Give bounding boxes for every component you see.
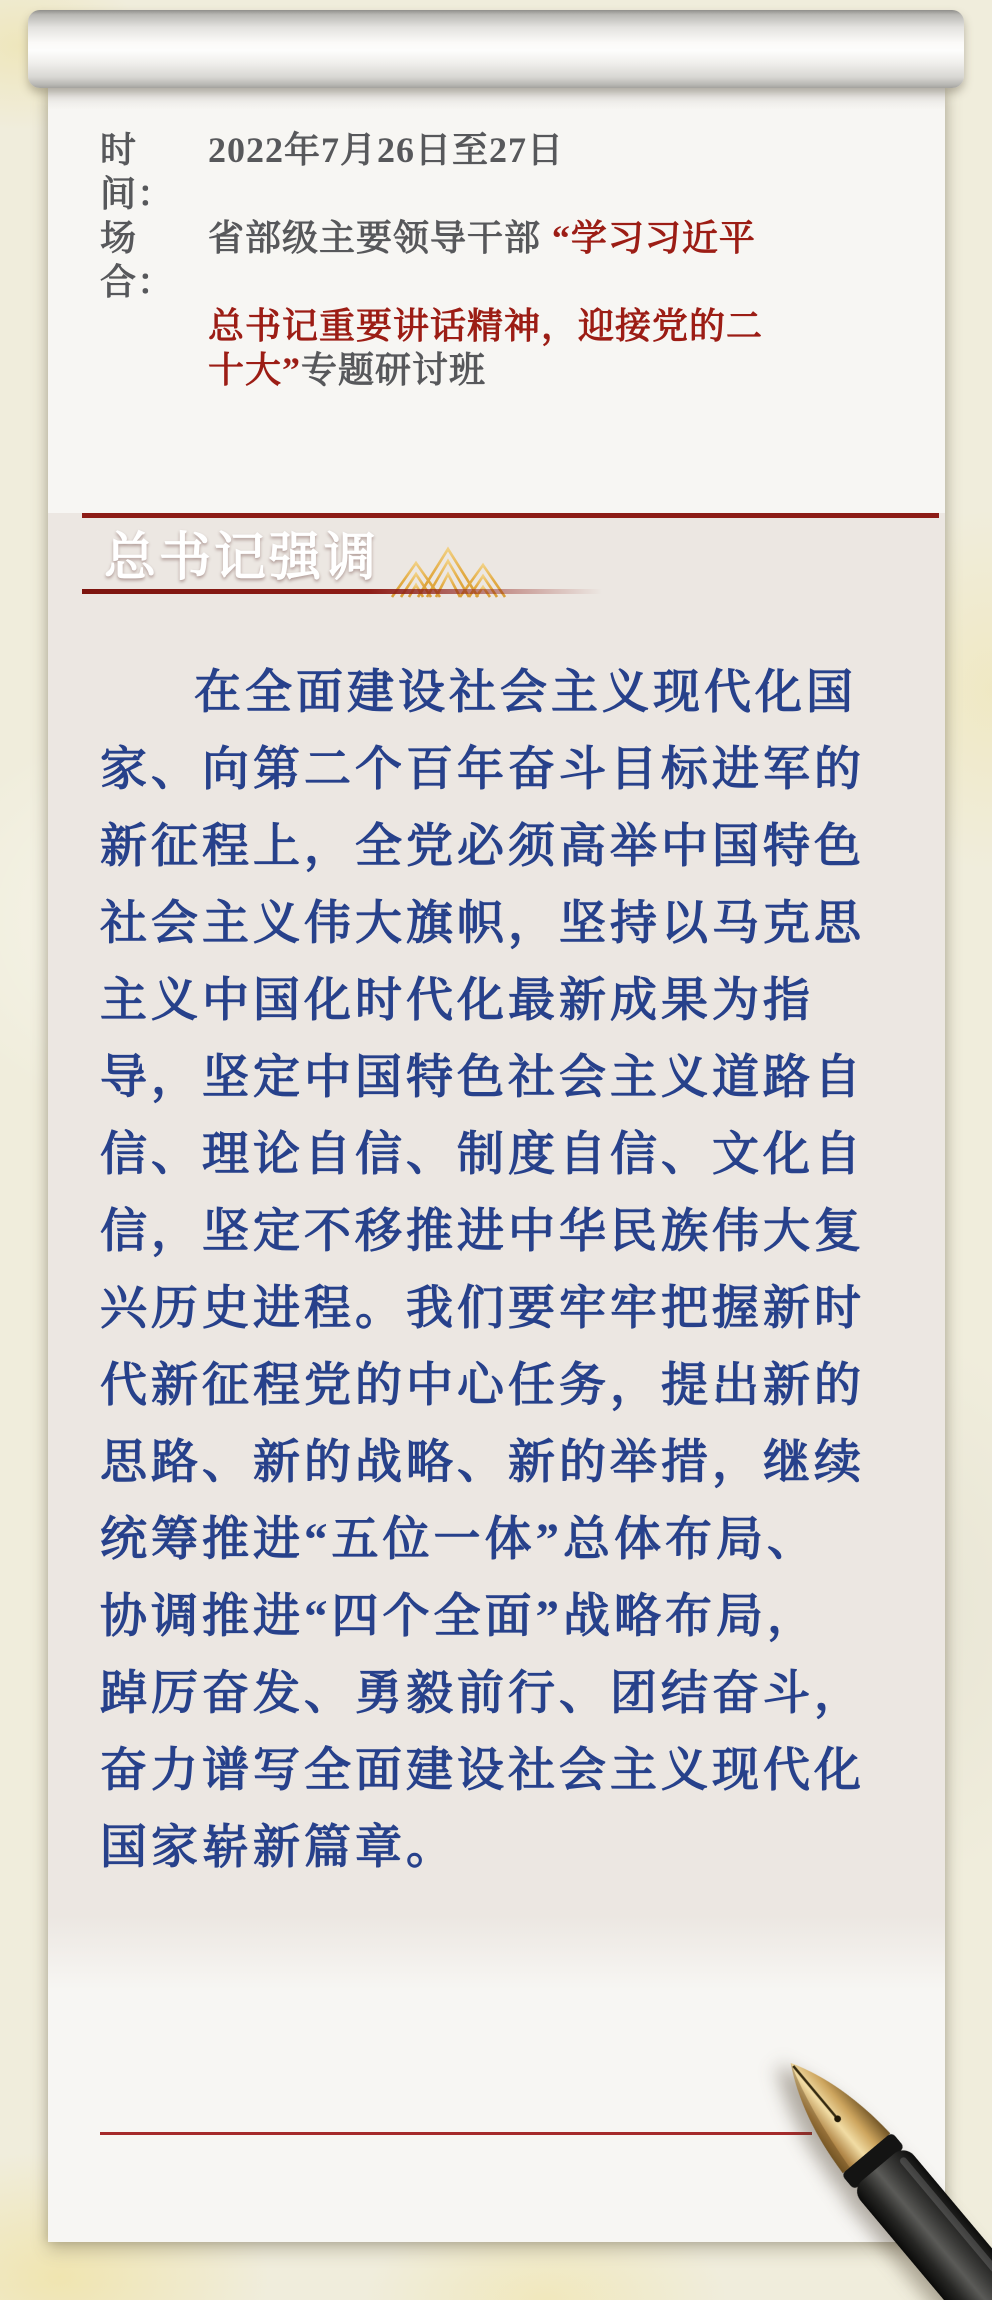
quote-line: 在全面建设社会主义现代化国 [194,667,857,719]
quote-line: 踔厉奋发、勇毅前行、团结奋斗， [100,1668,865,1720]
occasion-prefix: 省部级主要领导干部 [208,218,542,258]
time-value: 2022年7月26日至27日 [208,130,565,170]
occasion-highlight-2: 总书记重要讲话精神，迎接党的二 [208,306,764,346]
quote-text [100,655,935,1887]
paper-roll [28,10,964,88]
occasion-line-1 [208,216,925,304]
banner-title: 总书记强调 [104,530,380,587]
occasion-suffix: 专题研讨班 [301,350,487,390]
occasion-row-cont [100,304,925,348]
quote-line: 新征程上，全党必须高举中国特色 [100,821,865,873]
signature-rule [100,2132,812,2135]
meta-header [100,128,925,392]
quote-section [48,513,945,1990]
quote-line: 代新征程党的中心任务，提出新的 [100,1360,865,1412]
occasion-highlight-3: 十大” [208,350,302,390]
quote-line: 家、向第二个百年奋斗目标进军的 [100,744,865,796]
section-banner [82,518,722,590]
quote-line: 主义中国化时代化最新成果为指 [100,975,814,1027]
occasion-line-3 [208,348,925,392]
time-row [100,128,925,216]
quote-line: 思路、新的战略、新的举措，继续 [100,1437,865,1489]
occasion-row [100,216,925,304]
quote-line: 兴历史进程。我们要牢牢把握新时 [100,1283,865,1335]
occasion-highlight-1: “学习习近平 [551,218,756,258]
quote-line: 导，坚定中国特色社会主义道路自 [100,1052,865,1104]
quote-line: 奋力谱写全面建设社会主义现代化 [100,1745,865,1797]
quote-line: 信，坚定不移推进中华民族伟大复 [100,1206,865,1258]
mountain-peaks-icon [388,546,508,598]
quote-line: 社会主义伟大旗帜，坚持以马克思 [100,898,865,950]
quote-line: 统筹推进“五位一体”总体布局、 [100,1514,818,1566]
occasion-indent [100,304,208,348]
occasion-label: 场合： [100,218,175,302]
quote-line: 信、理论自信、制度自信、文化自 [100,1129,865,1181]
occasion-row-cont-2 [100,348,925,392]
quote-line: 国家崭新篇章。 [100,1822,457,1874]
occasion-indent-2 [100,348,208,392]
time-label: 时间： [100,130,175,214]
paper-sheet [48,84,945,2242]
quote-line: 协调推进“四个全面”战略布局， [100,1591,818,1643]
